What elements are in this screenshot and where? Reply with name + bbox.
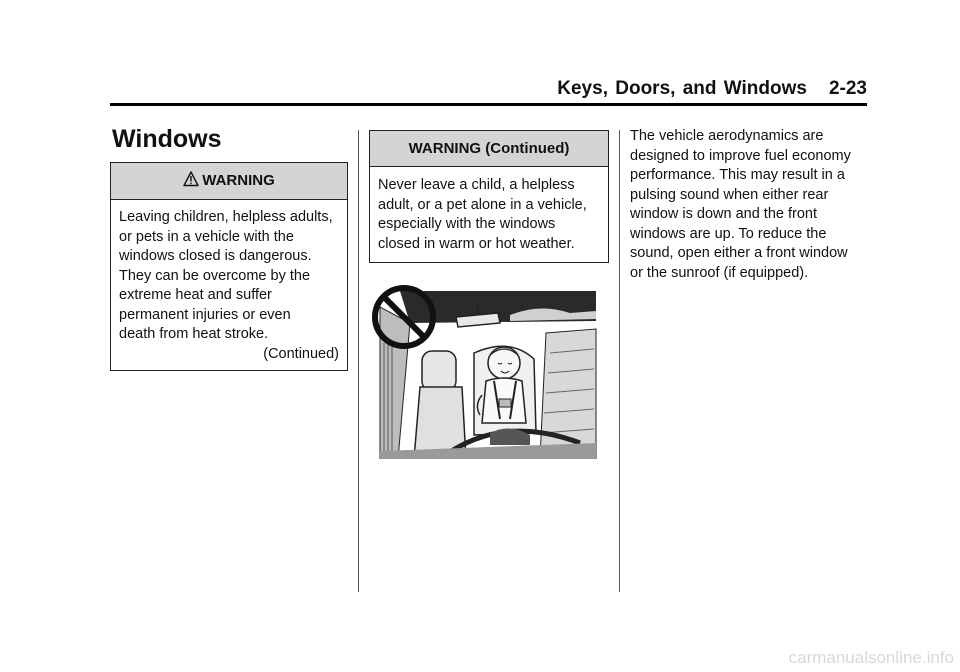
warning-continued-body bbox=[370, 167, 608, 262]
warning-line: closed in warm or hot weather. bbox=[378, 235, 575, 252]
watermark: carmanualsonline.info bbox=[788, 648, 954, 667]
paragraph-line: The vehicle aerodynamics are bbox=[630, 128, 824, 144]
page-header bbox=[110, 78, 867, 100]
warning-line: Never leave a child, a helpless bbox=[378, 177, 575, 193]
warning-box bbox=[110, 162, 348, 371]
header-rule bbox=[110, 103, 867, 106]
warning-heading bbox=[111, 163, 347, 200]
child-in-car-illustration bbox=[370, 283, 598, 459]
warning-continued-heading: WARNING (Continued) bbox=[370, 131, 608, 167]
paragraph-line: pulsing sound when either rear bbox=[630, 186, 829, 203]
paragraph-line: sound, open either a front window bbox=[630, 245, 848, 261]
paragraph-line: designed to improve fuel economy bbox=[630, 147, 851, 164]
warning-line: Leaving children, helpless adults, bbox=[119, 209, 333, 225]
warning-line: windows closed is dangerous. bbox=[119, 248, 312, 264]
warning-line: extreme heat and suffer bbox=[119, 287, 272, 303]
warning-line: especially with the windows bbox=[378, 216, 556, 232]
warning-line: They can be overcome by the bbox=[119, 267, 311, 284]
paragraph-line: windows are up. To reduce the bbox=[630, 225, 827, 242]
header-section: Keys, Doors, and Windows bbox=[557, 78, 807, 99]
page-number: 2-23 bbox=[828, 78, 867, 99]
column-divider-left bbox=[358, 130, 359, 592]
warning-line: death from heat stroke. bbox=[119, 326, 269, 342]
aerodynamics-paragraph bbox=[630, 127, 862, 283]
warning-label: WARNING bbox=[202, 172, 275, 189]
warning-line: adult, or a pet alone in a vehicle, bbox=[378, 196, 587, 213]
warning-box-continued bbox=[369, 130, 609, 263]
warning-line: permanent injuries or even bbox=[119, 306, 291, 323]
paragraph-line: or the sunroof (if equipped). bbox=[630, 264, 809, 281]
warning-body bbox=[111, 200, 347, 370]
section-title: Windows bbox=[112, 125, 222, 153]
continued-note: (Continued) bbox=[263, 345, 339, 362]
paragraph-line: performance. This may result in a bbox=[630, 167, 845, 183]
warning-triangle-icon bbox=[183, 171, 199, 187]
column-divider-right bbox=[619, 130, 620, 592]
warning-line: or pets in a vehicle with the bbox=[119, 228, 294, 245]
paragraph-line: window is down and the front bbox=[630, 206, 817, 222]
car-interior-scene bbox=[380, 291, 596, 459]
